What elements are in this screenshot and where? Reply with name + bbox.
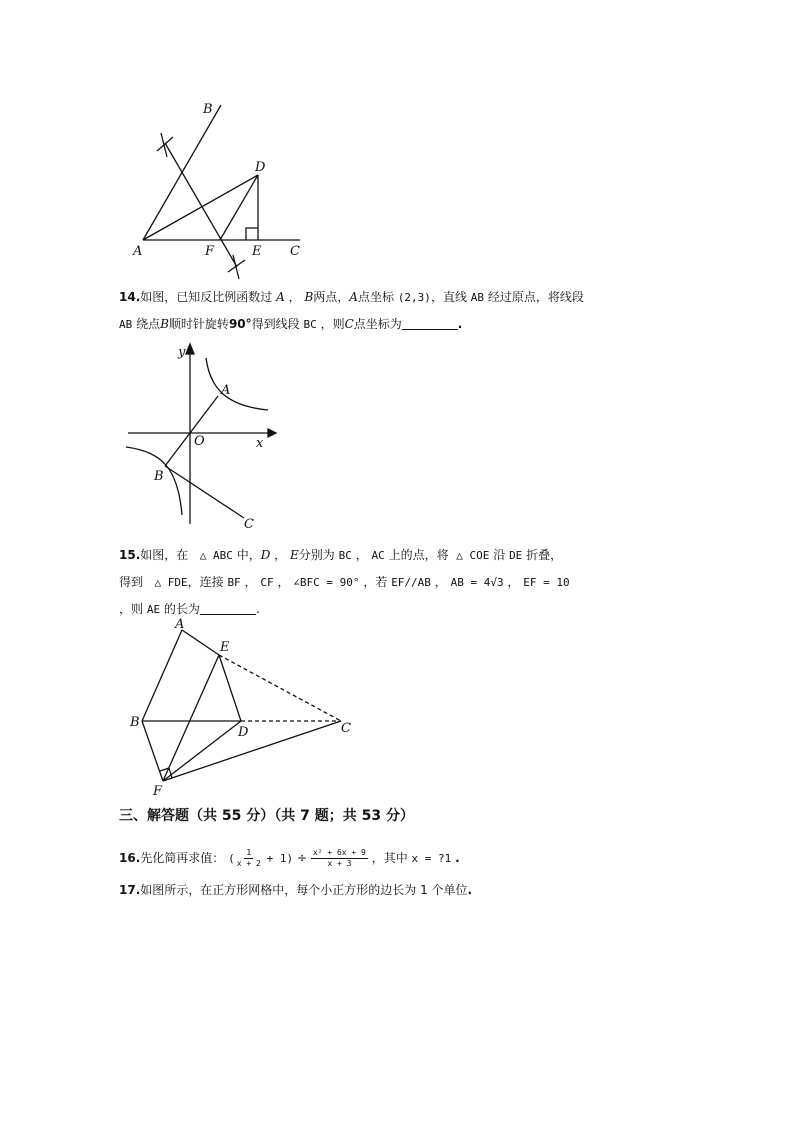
fraction-denominator: x + 2 bbox=[236, 859, 261, 868]
label-C: C bbox=[244, 517, 254, 532]
q14-point-a: A bbox=[276, 290, 285, 304]
label-C: C bbox=[290, 244, 300, 259]
right-angle-mark bbox=[246, 228, 258, 240]
q15-ef-length: EF = 10 bbox=[523, 576, 570, 589]
arc-mark-bottom-2 bbox=[233, 255, 239, 279]
question-14-line-1 bbox=[119, 284, 584, 311]
segment-AE bbox=[182, 630, 219, 655]
q14-segment-ab: AB bbox=[119, 318, 133, 331]
q15-text: ， bbox=[355, 548, 368, 562]
label-B: B bbox=[130, 715, 140, 730]
q14-point-a: A bbox=[349, 290, 358, 304]
label-D: D bbox=[255, 160, 266, 175]
segment-AB bbox=[142, 630, 182, 721]
q14-segment-bc: BC bbox=[303, 318, 317, 331]
q14-text: ， bbox=[288, 290, 301, 304]
q16-paren: ( bbox=[228, 852, 235, 865]
label-E: E bbox=[220, 640, 230, 655]
q15-triangle-coe: △ COE bbox=[456, 549, 490, 562]
q14-text: 点坐标 bbox=[357, 290, 394, 304]
label-E: E bbox=[252, 244, 262, 259]
segment-BC bbox=[165, 466, 244, 518]
q15-text: ，连接 bbox=[187, 575, 224, 589]
q15-text: 分别为 bbox=[298, 548, 335, 562]
q15-segment-bc: BC bbox=[338, 549, 352, 562]
q15-text: ， bbox=[244, 575, 257, 589]
q15-segment-ac: AC bbox=[371, 549, 385, 562]
q15-text: 得到 bbox=[119, 575, 144, 589]
question-14-line-2 bbox=[119, 311, 584, 338]
label-C: C bbox=[341, 721, 351, 736]
answer-blank[interactable] bbox=[200, 602, 256, 615]
q14-point-b: B bbox=[304, 290, 314, 304]
question-17 bbox=[119, 877, 472, 903]
q15-parallel: EF//AB bbox=[391, 576, 431, 589]
segment-BF bbox=[142, 721, 163, 781]
segment-AD bbox=[143, 175, 258, 240]
q16-text: 先化简再求值： bbox=[140, 851, 225, 865]
question-15 bbox=[119, 542, 570, 623]
q14-text: 顺时针旋转 bbox=[168, 317, 229, 331]
fraction-denominator: x + 3 bbox=[327, 859, 352, 868]
q15-text: 折叠， bbox=[526, 548, 563, 562]
segment-FD bbox=[220, 175, 258, 240]
q15-segment-de: DE bbox=[509, 549, 523, 562]
q15-text: ， bbox=[507, 575, 520, 589]
q14-text: 得到线段 bbox=[251, 317, 300, 331]
q15-point-d: D bbox=[260, 548, 271, 562]
question-number: 16. bbox=[119, 851, 141, 865]
q16-text: ，其中 bbox=[371, 851, 408, 865]
q15-segment-cf: CF bbox=[260, 576, 274, 589]
q15-period: . bbox=[255, 602, 260, 616]
q14-text: 点坐标为 bbox=[353, 317, 402, 331]
q15-text: ，若 bbox=[363, 575, 388, 589]
q15-text: 的长为 bbox=[163, 602, 200, 616]
q15-segment-bf: BF bbox=[227, 576, 241, 589]
question-14 bbox=[119, 284, 584, 338]
q17-period: . bbox=[467, 883, 473, 897]
figure-inverse-function-graph bbox=[118, 340, 288, 532]
q15-angle-bfc: ∠BFC = 90° bbox=[293, 576, 360, 589]
label-x: x bbox=[256, 436, 264, 451]
q14-text: 两点， bbox=[313, 290, 350, 304]
q14-text: 如图，已知反比例函数过 bbox=[140, 290, 273, 304]
figure-folding-triangle bbox=[125, 618, 360, 798]
label-A: A bbox=[221, 383, 231, 398]
q16-period: . bbox=[455, 851, 460, 865]
label-B: B bbox=[203, 102, 213, 117]
q14-period: . bbox=[457, 317, 463, 331]
figure-triangle-construction bbox=[125, 95, 315, 280]
x-axis-arrow bbox=[268, 429, 276, 437]
q16-condition: x = ?1 bbox=[411, 852, 452, 865]
q15-text: ，则 bbox=[119, 602, 144, 616]
q15-text: ， bbox=[277, 575, 290, 589]
question-number: 14. bbox=[119, 290, 141, 304]
y-axis-arrow bbox=[186, 344, 194, 354]
q15-text: 如图，在 bbox=[140, 548, 189, 562]
q14-point-c: C bbox=[344, 317, 354, 331]
q14-text: 经过原点，将线段 bbox=[487, 290, 584, 304]
segment-FD bbox=[163, 721, 241, 781]
label-A: A bbox=[175, 617, 185, 632]
q15-triangle-abc: △ ABC bbox=[199, 549, 233, 562]
q14-angle: 90° bbox=[228, 317, 252, 331]
q15-segment-ae: AE bbox=[146, 603, 161, 616]
q14-point-b: B bbox=[160, 317, 169, 331]
fraction-1 bbox=[235, 848, 263, 869]
fraction-2 bbox=[311, 848, 368, 869]
answer-blank[interactable] bbox=[402, 317, 458, 330]
label-F: F bbox=[153, 784, 163, 799]
question-number: 17. bbox=[119, 883, 141, 897]
question-number: 15. bbox=[119, 548, 141, 562]
label-F: F bbox=[205, 244, 215, 259]
label-O: O bbox=[194, 434, 205, 449]
q15-text: ， bbox=[434, 575, 447, 589]
segment-FC bbox=[163, 721, 341, 781]
hyperbola-branch-1 bbox=[206, 358, 268, 410]
question-16 bbox=[119, 845, 460, 872]
label-y: y bbox=[178, 345, 186, 360]
label-B: B bbox=[154, 469, 164, 484]
label-A: A bbox=[133, 244, 143, 259]
fraction-numerator: 1 bbox=[246, 848, 252, 857]
q15-text: 中， bbox=[236, 548, 261, 562]
perpendicular-bisector bbox=[165, 143, 237, 267]
q15-ab-length: AB = 4√3 bbox=[450, 576, 504, 589]
question-15-line-2 bbox=[119, 569, 570, 596]
q15-triangle-fde: △ FDE bbox=[154, 576, 188, 589]
section-heading: 三、解答题（共 55 分）（共 7 题；共 53 分） bbox=[119, 808, 414, 824]
q14-text: 绕点 bbox=[136, 317, 161, 331]
q15-point-e: E bbox=[290, 548, 299, 562]
division-sign: ÷ bbox=[296, 851, 308, 865]
q14-coordinate: (2,3) bbox=[397, 291, 431, 304]
q14-text: ，直线 bbox=[430, 290, 467, 304]
line-AB bbox=[165, 396, 218, 466]
q15-text: 沿 bbox=[493, 548, 506, 562]
question-15-line-1 bbox=[119, 542, 570, 569]
q14-text: ，则 bbox=[320, 317, 345, 331]
segment-EF bbox=[163, 655, 219, 781]
q14-line-ab: AB bbox=[470, 291, 485, 304]
q15-text: 上的点，将 bbox=[388, 548, 449, 562]
q15-text: ， bbox=[274, 548, 287, 562]
q16-plus-one: + 1) bbox=[266, 852, 294, 865]
fraction-numerator: x² + 6x + 9 bbox=[312, 848, 366, 857]
q17-text: 如图所示，在正方形网格中，每个小正方形的边长为 1 个单位 bbox=[140, 883, 468, 897]
label-D: D bbox=[238, 725, 249, 740]
